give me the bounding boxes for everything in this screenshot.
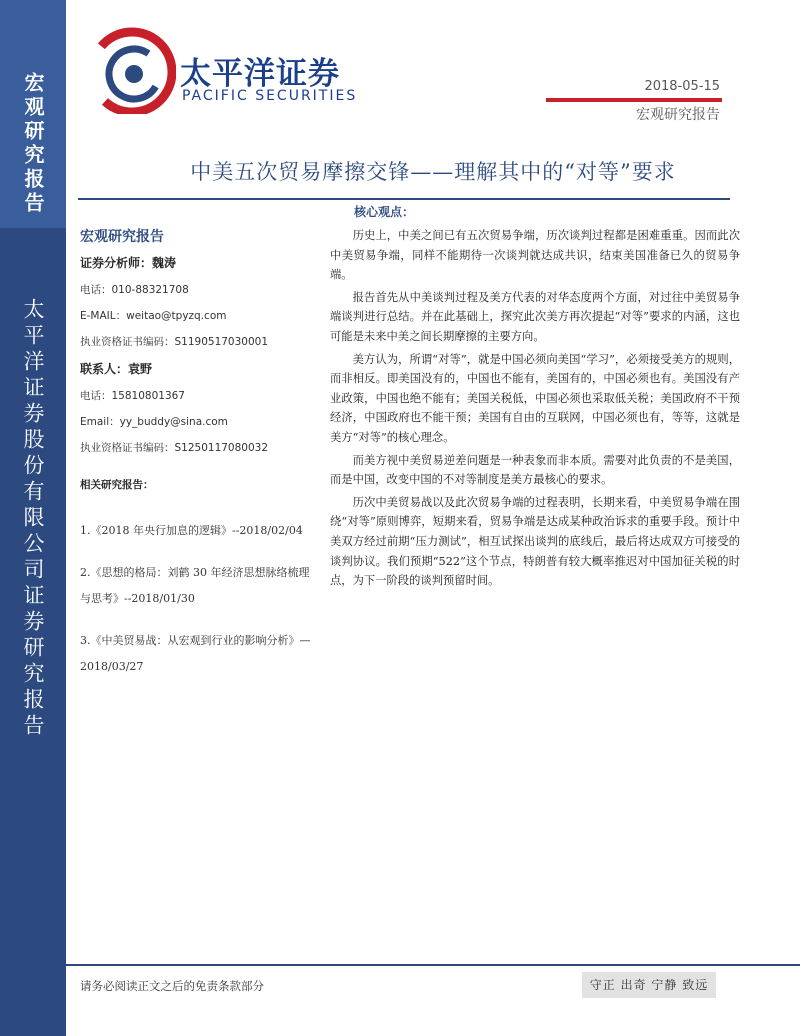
brand-name-cn: 太平洋证券 [180, 56, 340, 92]
disclaimer: 请务必阅读正文之后的免责条款部分 [80, 979, 264, 993]
brand-name-en: PACIFIC SECURITIES [182, 88, 358, 104]
core-paragraph: 而美方视中美贸易逆差问题是一种表象而非本质。需要对此负责的不是美国，而是中国，改变中国的不对等制度是美方最核心的要求。 [330, 453, 740, 487]
core-paragraph: 历次中美贸易战以及此次贸易争端的过程表明，长期来看，中美贸易争端在围绕“对等”原则博弈，短期来看，贸易争端是达成某种政治诉求的重要手段。预计中美双方经过前期“压力测试”，相互试探出谈判的底线后，最后将达成双方可接受的谈判协议。我们预期“522”这个节点，特朗普有较大概率推迟对中国加征关税的时点，为下一阶段的谈判预留时间。 [330, 495, 740, 588]
title-rule [78, 198, 730, 200]
company-motto: 守正 出奇 宁静 致远 [582, 972, 716, 998]
footer-rule [66, 964, 800, 966]
contact-phone: 电话：15810801367 [80, 390, 185, 402]
related-report-item[interactable]: 2.《思想的格局：刘鹤 30 年经济思想脉络梳理与思考》--2018/01/30 [80, 566, 310, 605]
left-section-title: 宏观研究报告 [80, 229, 164, 245]
core-paragraph: 报告首先从中美谈判过程及美方代表的对华态度两个方面，对过往中美贸易争端谈判进行总结。并在此基础上，探究此次美方再次提起“对等”要求的内涵，这也可能是未来中美之间长期摩擦的主要方向。 [330, 290, 740, 343]
report-type: 宏观研究报告 [636, 107, 720, 123]
sidebar-report-label: 宏观研究报告 [21, 72, 45, 216]
analyst-name: 证券分析师：魏涛 [80, 256, 177, 270]
related-report-item[interactable]: 3.《中美贸易战：从宏观到行业的影响分析》—2018/03/27 [80, 634, 311, 673]
contact-cert: 执业资格证书编码：S1250117080032 [80, 442, 269, 454]
core-views [330, 203, 740, 594]
contact-name: 联系人：袁野 [80, 362, 153, 376]
header-red-rule [546, 98, 722, 102]
analyst-email[interactable]: E-MAIL：weitao@tpyzq.com [80, 310, 227, 322]
analyst-phone: 电话：010-88321708 [80, 284, 189, 296]
analyst-cert: 执业资格证书编码：S1190517030001 [80, 336, 269, 348]
contact-email[interactable]: Email：yy_buddy@sina.com [80, 416, 228, 428]
core-views-title: 核心观点： [354, 205, 415, 219]
report-title: 中美五次贸易摩擦交锋——理解其中的“对等”要求 [190, 160, 676, 184]
related-report-item[interactable]: 1.《2018 年央行加息的逻辑》--2018/02/04 [80, 524, 303, 537]
related-reports-title: 相关研究报告： [80, 479, 154, 491]
sidebar [0, 0, 66, 1036]
sidebar-company-label: 太平洋证券股份有限公司证券研究报告 [21, 298, 45, 740]
core-paragraph: 历史上，中美之间已有五次贸易争端，历次谈判过程都是困难重重。因而此次中美贸易争端，同样不能期待一次谈判就达成共识，结束美国准备已久的贸易争端。 [330, 229, 740, 282]
report-date: 2018-05-15 [644, 79, 720, 94]
core-paragraph: 美方认为，所谓“对等”，就是中国必须向美国“学习”，必须接受美方的规则，而非相反。即美国没有的，中国也不能有，美国有的，中国必须也有。美国没有产业政策，中国也绝不能有；美国关税低，中国必须也采取低关税；美国政府不干预经济，中国政府也不能干预；美国有自由的互联网，中国必须也有，等等，这就是美方“对等”的核心理念。 [330, 352, 740, 444]
analyst-panel [80, 226, 316, 696]
pacific-securities-logo [82, 22, 176, 114]
